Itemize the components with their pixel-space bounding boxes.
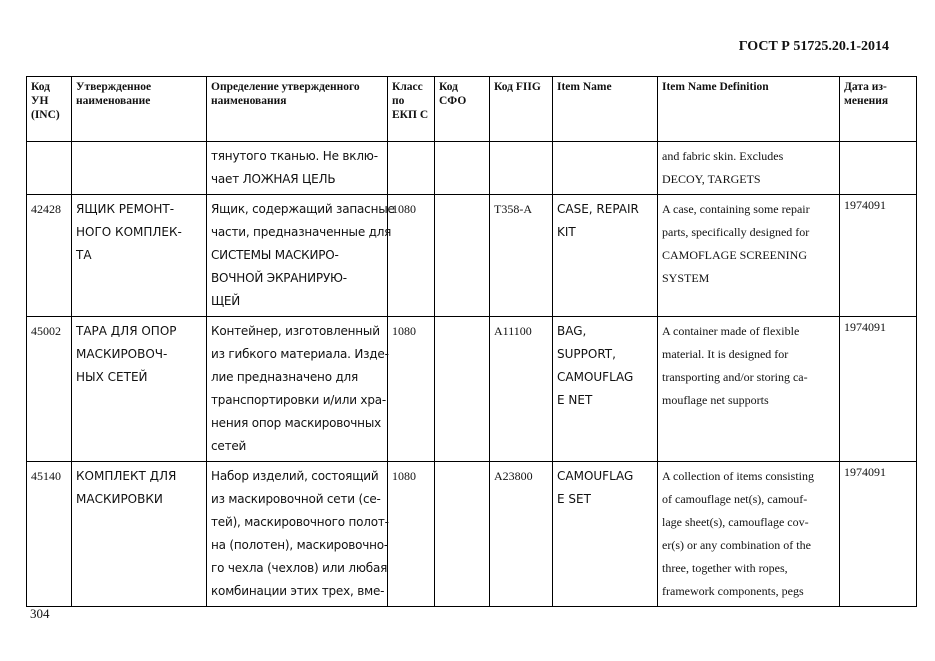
cell-approved-name-line: МАСКИРОВКИ — [76, 492, 163, 506]
cell-item-definition-line: three, together with ropes, — [662, 561, 788, 575]
cell-date — [840, 142, 917, 195]
cell-item-name-line: CAMOUFLAG — [557, 370, 634, 384]
cell-definition-line: Набор изделий, состоящий — [211, 469, 379, 483]
cell-definition-line: нения опор маскировочных — [211, 416, 382, 430]
catalog-table — [26, 76, 917, 607]
cell-definition-line: тей), маскировочного полот- — [211, 515, 389, 529]
cell-approved-name-line: МАСКИРОВОЧ- — [76, 347, 168, 361]
page-number: 304 — [30, 606, 50, 621]
cell-approved-name-line: ТАРА ДЛЯ ОПОР — [76, 324, 177, 338]
cell-class: 1080 — [388, 462, 435, 607]
cell-item-definition-line: DECOY, TARGETS — [662, 172, 761, 186]
cell-item-definition-line: SYSTEM — [662, 271, 710, 285]
cell-approved-name-line: НЫХ СЕТЕЙ — [76, 370, 148, 384]
cell-item-definition — [658, 462, 840, 607]
cell-item-definition — [658, 195, 840, 317]
cell-sfo — [435, 142, 490, 195]
cell-item-definition-line: framework components, pegs — [662, 584, 804, 598]
cell-item-name-line: CASE, REPAIR — [557, 202, 639, 216]
cell-item-name — [553, 462, 658, 607]
cell-definition — [207, 317, 388, 462]
col-header-item-definition: Item Name Definition — [658, 77, 840, 142]
col-header-definition: Определение утвержденного наименования — [207, 77, 388, 142]
cell-definition-line: лие предназначено для — [211, 370, 359, 384]
cell-definition — [207, 195, 395, 317]
cell-definition-line: Ящик, содержащий запасные — [211, 202, 395, 216]
cell-item-name — [553, 195, 658, 317]
cell-inc: 45002 — [27, 317, 72, 462]
cell-item-name-line: CAMOUFLAG — [557, 469, 634, 483]
col-header-fiig: Код FIIG — [490, 77, 553, 142]
table-row — [27, 142, 917, 195]
cell-definition — [207, 462, 388, 607]
cell-date: 1974091 — [840, 317, 917, 462]
document-id: ГОСТ Р 51725.20.1-2014 — [738, 39, 889, 54]
cell-definition-line: транспортировки и/или хра- — [211, 393, 387, 407]
cell-item-definition — [658, 142, 840, 195]
cell-item-definition-line: lage sheet(s), camouflage cov- — [662, 515, 809, 529]
cell-fiig: T358-A — [490, 195, 553, 317]
cell-class: 1080 — [388, 195, 435, 317]
cell-definition-line: го чехла (чехлов) или любая — [211, 561, 388, 575]
cell-item-definition-line: A container made of flexible — [662, 324, 800, 338]
cell-inc: 45140 — [27, 462, 72, 607]
cell-approved-name-line: НОГО КОМПЛЕК- — [76, 225, 182, 239]
cell-definition-line: на (полотен), маскировочно- — [211, 538, 389, 552]
cell-definition-line: сетей — [211, 439, 247, 453]
col-header-sfo: Код СФО — [435, 77, 490, 142]
cell-class — [388, 142, 435, 195]
cell-approved-name — [72, 462, 207, 607]
cell-class: 1080 — [388, 317, 435, 462]
cell-approved-name-line: ТА — [76, 248, 92, 262]
cell-approved-name-line: КОМПЛЕКТ ДЛЯ — [76, 469, 177, 483]
cell-item-definition-line: transporting and/or storing ca- — [662, 370, 808, 384]
cell-definition-line: из гибкого материала. Изде- — [211, 347, 389, 361]
cell-approved-name — [72, 142, 207, 195]
cell-definition-line: комбинации этих трех, вме- — [211, 584, 385, 598]
table-row — [27, 195, 917, 317]
cell-item-name-line: E SET — [557, 492, 591, 506]
cell-item-name-line: SUPPORT, — [557, 347, 616, 361]
cell-item-definition-line: A collection of items consisting — [662, 469, 814, 483]
cell-definition-line: чает ЛОЖНАЯ ЦЕЛЬ — [211, 172, 336, 186]
cell-item-name-line: E NET — [557, 393, 593, 407]
cell-date: 1974091 — [840, 195, 917, 317]
col-header-date: Дата из-менения — [840, 77, 917, 142]
cell-item-definition-line: of camouflage net(s), camouf- — [662, 492, 808, 506]
cell-approved-name-line: ЯЩИК РЕМОНТ- — [76, 202, 175, 216]
cell-inc — [27, 142, 72, 195]
col-header-approved-name: Утвержденное наименование — [72, 77, 207, 142]
col-header-inc: Код УН (INC) — [27, 77, 72, 142]
cell-approved-name — [72, 195, 207, 317]
cell-sfo — [435, 317, 490, 462]
cell-fiig: A23800 — [490, 462, 553, 607]
cell-fiig: A11100 — [490, 317, 553, 462]
table-body — [27, 142, 917, 607]
cell-definition — [207, 142, 388, 195]
cell-definition-line: СИСТЕМЫ МАСКИРО- — [211, 248, 339, 262]
col-header-class: Класс по ЕКП С — [388, 77, 435, 142]
cell-definition-line: Контейнер, изготовленный — [211, 324, 380, 338]
cell-definition-line: ВОЧНОЙ ЭКРАНИРУЮ- — [211, 271, 347, 285]
cell-inc: 42428 — [27, 195, 72, 317]
table-row — [27, 317, 917, 462]
cell-item-definition-line: and fabric skin. Excludes — [662, 149, 784, 163]
cell-fiig — [490, 142, 553, 195]
cell-definition-line: тянутого тканью. Не вклю- — [211, 149, 378, 163]
cell-date: 1974091 — [840, 462, 917, 607]
cell-item-definition-line: A case, containing some repair — [662, 202, 810, 216]
table-row — [27, 462, 917, 607]
cell-item-definition-line: mouflage net supports — [662, 393, 769, 407]
cell-item-name — [553, 317, 658, 462]
cell-item-definition — [658, 317, 840, 462]
cell-definition-line: из маскировочной сети (се- — [211, 492, 381, 506]
header-row — [27, 77, 917, 142]
cell-definition-line: ЩЕЙ — [211, 294, 241, 308]
cell-item-name-line: BAG, — [557, 324, 587, 338]
cell-item-definition-line: er(s) or any combination of the — [662, 538, 811, 552]
cell-item-definition-line: CAMOFLAGE SCREENING — [662, 248, 808, 262]
cell-sfo — [435, 462, 490, 607]
cell-item-name-line: KIT — [557, 225, 576, 239]
cell-approved-name — [72, 317, 207, 462]
cell-sfo — [435, 195, 490, 317]
cell-item-definition-line: material. It is designed for — [662, 347, 789, 361]
cell-item-definition-line: parts, specifically designed for — [662, 225, 810, 239]
col-header-item-name: Item Name — [553, 77, 658, 142]
cell-item-name — [553, 142, 658, 195]
cell-definition-line: части, предназначенные для — [211, 225, 392, 239]
